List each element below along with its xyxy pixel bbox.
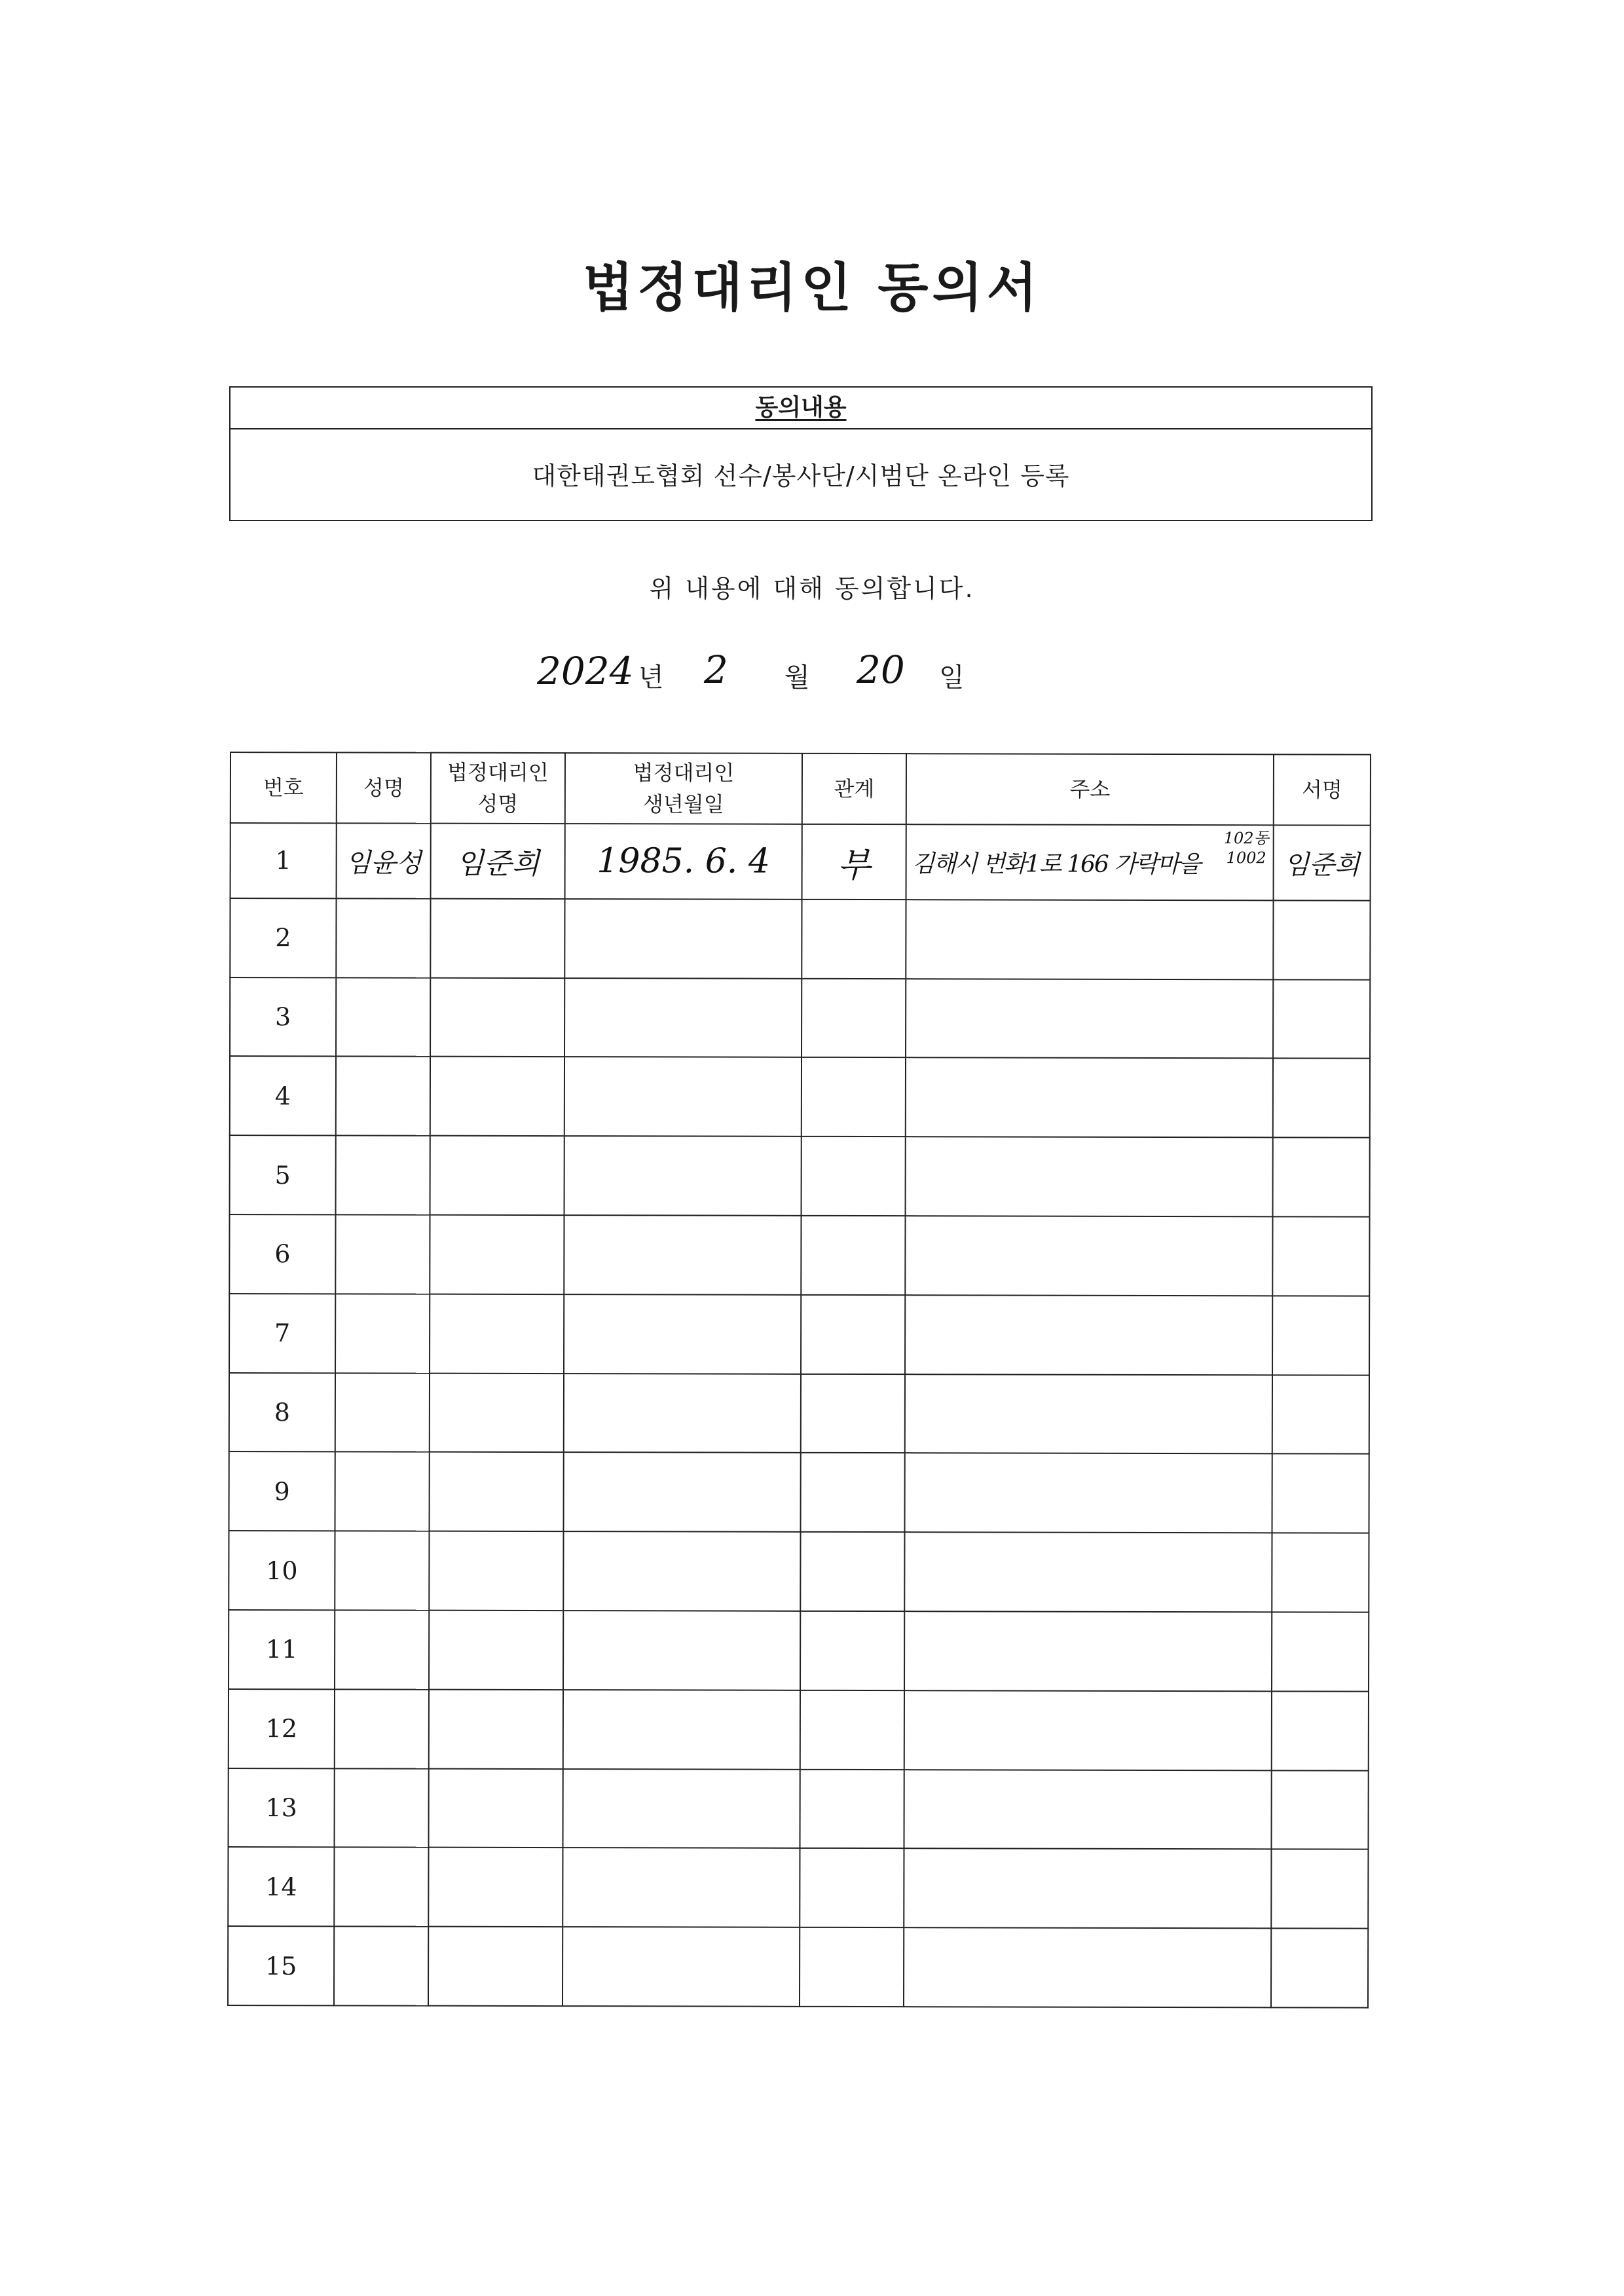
row-rep-birth-value: 1985. 6. 4 — [597, 841, 771, 882]
row-no: 4 — [230, 1056, 336, 1135]
row-address[interactable] — [904, 1690, 1272, 1770]
row-address[interactable] — [905, 1295, 1272, 1375]
row-rep-birth[interactable] — [564, 1215, 801, 1295]
row-name[interactable] — [336, 898, 430, 977]
row-no: 10 — [229, 1531, 335, 1610]
date-year-value[interactable]: 2024 — [537, 649, 634, 693]
row-signature[interactable] — [1272, 1533, 1369, 1612]
header-rep-birth-line2: 생년월일 — [642, 792, 724, 817]
row-rep-birth[interactable] — [563, 1611, 800, 1690]
header-rep-name-line2: 성명 — [477, 791, 519, 816]
row-relation-value: 부 — [837, 845, 871, 885]
row-relation[interactable] — [800, 1532, 904, 1611]
table-row — [228, 1926, 1368, 2008]
table-row — [228, 1768, 1368, 1850]
row-rep-name[interactable] — [429, 1611, 563, 1690]
row-address[interactable] — [904, 1532, 1272, 1612]
row-no: 3 — [230, 977, 336, 1057]
row-rep-name[interactable] — [430, 1452, 564, 1531]
row-no: 14 — [228, 1847, 334, 1926]
row-address[interactable] — [904, 1611, 1272, 1691]
row-address[interactable] — [904, 1770, 1271, 1850]
row-no: 12 — [229, 1689, 335, 1768]
row-name[interactable] — [337, 823, 431, 898]
row-rep-birth[interactable] — [563, 1927, 800, 2007]
row-address-unit — [1224, 828, 1269, 867]
row-relation[interactable] — [802, 1057, 906, 1137]
row-signature[interactable] — [1271, 1770, 1368, 1850]
row-relation[interactable] — [800, 1611, 904, 1690]
row-name[interactable] — [335, 1689, 429, 1768]
row-address-unit-room: 1002 — [1226, 848, 1266, 867]
row-name[interactable] — [334, 1926, 428, 2005]
consent-content-text: 대한태권도협회 선수/봉사단/시범단 온라인 등록 — [532, 462, 1070, 490]
row-name[interactable] — [334, 1768, 428, 1848]
consent-header-label: 동의내용 — [755, 394, 847, 421]
header-rep-name-line1: 법정대리인 — [447, 759, 549, 786]
row-no: 5 — [230, 1135, 336, 1214]
row-signature-value: 임준희 — [1283, 850, 1360, 881]
row-signature[interactable] — [1271, 1928, 1368, 2007]
row-rep-birth[interactable] — [563, 1531, 800, 1611]
row-signature[interactable] — [1271, 1850, 1368, 1929]
date-month-value[interactable]: 2 — [704, 647, 728, 692]
table-row — [230, 1135, 1370, 1216]
row-rep-name[interactable] — [430, 1294, 564, 1373]
row-name[interactable] — [335, 1294, 430, 1373]
table-row — [230, 898, 1370, 979]
row-relation[interactable] — [800, 1927, 904, 2007]
table-row — [229, 1373, 1369, 1454]
row-signature[interactable] — [1273, 1059, 1370, 1138]
row-rep-name[interactable] — [430, 898, 564, 977]
row-rep-birth[interactable] — [564, 978, 802, 1058]
header-rep-birth — [565, 753, 802, 824]
row-name-value: 임윤성 — [345, 848, 422, 879]
row-rep-birth[interactable] — [564, 1057, 802, 1137]
date-line — [537, 645, 995, 697]
header-relation: 관계 — [802, 754, 906, 824]
page-title: 법정대리인 동의서 — [582, 257, 1042, 318]
row-rep-name[interactable] — [428, 1768, 563, 1848]
table-row — [231, 823, 1371, 900]
row-rep-birth[interactable] — [564, 899, 802, 979]
table-row — [229, 1531, 1369, 1612]
row-rep-name[interactable] — [428, 1848, 563, 1927]
row-address-value: 김해시 번화1로 166 가락마을 — [912, 850, 1200, 878]
row-name[interactable] — [336, 1057, 430, 1136]
table-row — [229, 1610, 1369, 1691]
table-row — [229, 1451, 1369, 1533]
row-signature[interactable] — [1273, 1137, 1370, 1216]
date-day-value[interactable]: 20 — [857, 647, 905, 692]
row-rep-name-value: 임준희 — [456, 847, 540, 881]
row-rep-birth[interactable] — [564, 1374, 801, 1453]
row-relation[interactable] — [800, 1690, 904, 1770]
row-signature[interactable] — [1273, 900, 1370, 979]
header-name: 성명 — [337, 752, 431, 823]
row-rep-birth[interactable] — [563, 1690, 800, 1770]
row-signature[interactable] — [1272, 1296, 1369, 1375]
row-relation[interactable] — [802, 1137, 906, 1216]
row-name[interactable] — [336, 1135, 430, 1214]
date-year-label: 년 — [638, 663, 664, 693]
table-header-row — [231, 752, 1371, 826]
row-rep-birth[interactable] — [563, 1769, 800, 1849]
row-signature[interactable] — [1272, 1216, 1369, 1296]
row-name[interactable] — [335, 1531, 429, 1610]
row-name[interactable] — [335, 1373, 430, 1452]
header-signature: 서명 — [1274, 754, 1371, 825]
table-row — [230, 977, 1370, 1059]
row-relation[interactable] — [802, 978, 906, 1057]
agreement-statement: 위 내용에 대해 동의합니다. — [649, 574, 975, 603]
row-rep-name[interactable] — [428, 1927, 563, 2006]
row-rep-birth[interactable] — [564, 1136, 802, 1216]
row-relation[interactable] — [801, 1216, 905, 1295]
row-no: 9 — [229, 1451, 335, 1531]
row-relation[interactable] — [800, 1769, 904, 1848]
row-signature[interactable] — [1272, 1454, 1369, 1533]
row-no: 13 — [228, 1768, 334, 1848]
row-address[interactable] — [906, 900, 1273, 979]
row-no: 1 — [231, 823, 337, 898]
row-no: 7 — [229, 1294, 335, 1373]
row-relation[interactable] — [800, 1848, 904, 1927]
row-address[interactable] — [906, 979, 1273, 1059]
table-row — [229, 1294, 1369, 1375]
row-signature[interactable] — [1272, 1691, 1369, 1770]
row-name[interactable] — [335, 1214, 430, 1294]
row-address[interactable] — [904, 1848, 1271, 1928]
row-address[interactable] — [905, 1374, 1272, 1454]
row-name[interactable] — [335, 1610, 429, 1689]
header-address: 주소 — [906, 754, 1274, 825]
row-address[interactable] — [905, 1216, 1272, 1296]
row-signature[interactable] — [1272, 1375, 1369, 1454]
row-relation[interactable] — [802, 824, 906, 900]
row-signature[interactable] — [1274, 825, 1371, 900]
row-address[interactable] — [906, 824, 1274, 900]
header-no: 번호 — [231, 752, 337, 823]
row-no: 6 — [229, 1214, 335, 1294]
row-rep-name[interactable] — [429, 1531, 563, 1611]
row-signature[interactable] — [1273, 979, 1370, 1059]
guardian-table — [227, 752, 1371, 2009]
row-rep-name[interactable] — [430, 1136, 564, 1215]
row-signature[interactable] — [1272, 1612, 1369, 1691]
row-rep-name[interactable] — [430, 1373, 564, 1452]
row-rep-birth[interactable] — [564, 1452, 801, 1532]
row-relation[interactable] — [802, 900, 906, 979]
row-address[interactable] — [906, 1058, 1273, 1138]
row-no: 2 — [230, 898, 336, 977]
row-rep-birth[interactable] — [564, 1294, 801, 1374]
header-rep-birth-line1: 법정대리인 — [633, 760, 735, 786]
row-name[interactable] — [335, 1452, 430, 1531]
row-rep-birth[interactable] — [563, 1848, 800, 1927]
table-row — [228, 1847, 1368, 1928]
row-rep-birth[interactable] — [565, 824, 802, 900]
header-rep-name — [431, 753, 565, 824]
row-relation[interactable] — [801, 1453, 905, 1532]
table-row — [229, 1214, 1369, 1296]
row-no: 11 — [229, 1610, 335, 1689]
table-row — [230, 1056, 1370, 1137]
table-row — [229, 1689, 1369, 1770]
row-address[interactable] — [905, 1453, 1272, 1533]
date-day-label: 일 — [939, 663, 965, 693]
row-address-unit-building: 102동 — [1223, 829, 1269, 848]
row-name[interactable] — [334, 1848, 428, 1927]
row-rep-name[interactable] — [430, 1057, 564, 1136]
consent-content-box — [229, 386, 1373, 521]
row-rep-name[interactable] — [431, 824, 565, 899]
consent-header — [231, 388, 1371, 429]
row-relation[interactable] — [801, 1295, 905, 1374]
row-rep-name[interactable] — [430, 977, 564, 1057]
row-relation[interactable] — [801, 1374, 905, 1453]
row-name[interactable] — [336, 977, 430, 1057]
date-month-label: 월 — [784, 663, 810, 693]
row-rep-name[interactable] — [430, 1215, 564, 1294]
row-address[interactable] — [904, 1927, 1271, 2007]
row-rep-name[interactable] — [429, 1689, 563, 1768]
row-address[interactable] — [906, 1137, 1273, 1216]
row-no: 8 — [229, 1373, 335, 1452]
row-no: 15 — [228, 1926, 334, 2005]
